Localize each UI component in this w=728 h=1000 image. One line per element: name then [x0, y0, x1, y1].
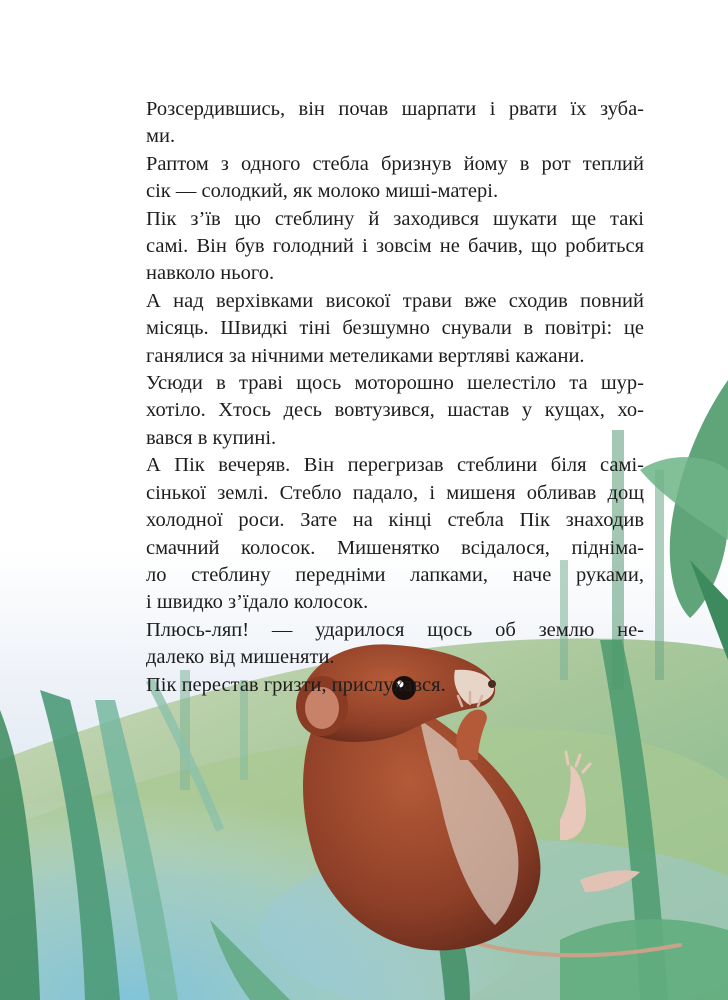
text-line: Плюсь-ляп! — ударилося щось об землю не-: [146, 618, 644, 641]
paragraph: [116, 288, 644, 370]
paragraph: [116, 370, 644, 452]
story-text: [116, 96, 644, 699]
paragraph: [116, 206, 644, 288]
text-line: місяць. Швидкі тіні безшумно снували в повітрі: це: [146, 317, 644, 340]
text-line: далеко від мишеняти.: [146, 646, 335, 669]
text-line: самі. Він був голодний і зовсім не бачив, що робиться: [146, 235, 644, 258]
text-line: хотіло. Хтось десь вовтузився, шастав у кущах, хо-: [146, 399, 644, 422]
paragraph: [116, 151, 644, 206]
text-line: і швидко з’їдало колосок.: [146, 591, 369, 614]
text-line: Усюди в траві щось моторошно шелестіло та шур-: [146, 372, 644, 395]
text-line: Розсердившись, він почав шарпати і рвати їх зуба-: [146, 98, 644, 120]
text-line: навколо нього.: [146, 262, 275, 285]
text-line: Пік з’їв цю стеблину й заходився шукати ще такі: [146, 207, 644, 230]
text-line: А Пік вечеряв. Він перегризав стеблини біля самі-: [146, 454, 644, 477]
paragraph: [116, 96, 644, 151]
text-line: ганялися за нічними метеликами вертляві кажани.: [146, 344, 585, 367]
paragraph: [116, 672, 644, 699]
text-line: сінької землі. Стебло падало, і мишеня обливав дощ: [146, 481, 644, 504]
paragraph: [116, 617, 644, 672]
text-line: Пік перестав гризти, прислухався.: [146, 673, 446, 696]
text-line: холодної роси. Зате на кінці стебла Пік знаходив: [146, 509, 644, 532]
text-line: сік — солодкий, як молоко миші-матері.: [146, 180, 499, 203]
text-line: Раптом з одного стебла бризнув йому в рот теплий: [146, 152, 644, 175]
text-line: ло стеблину передніми лапками, наче руками,: [146, 563, 644, 586]
text-line: ми.: [146, 125, 176, 148]
paragraph: [116, 452, 644, 616]
text-line: вався в купині.: [146, 426, 277, 449]
text-line: смачний колосок. Мишенятко всідалося, підніма-: [146, 536, 644, 559]
text-line: А над верхівками високої трави вже сходив повний: [146, 289, 644, 312]
